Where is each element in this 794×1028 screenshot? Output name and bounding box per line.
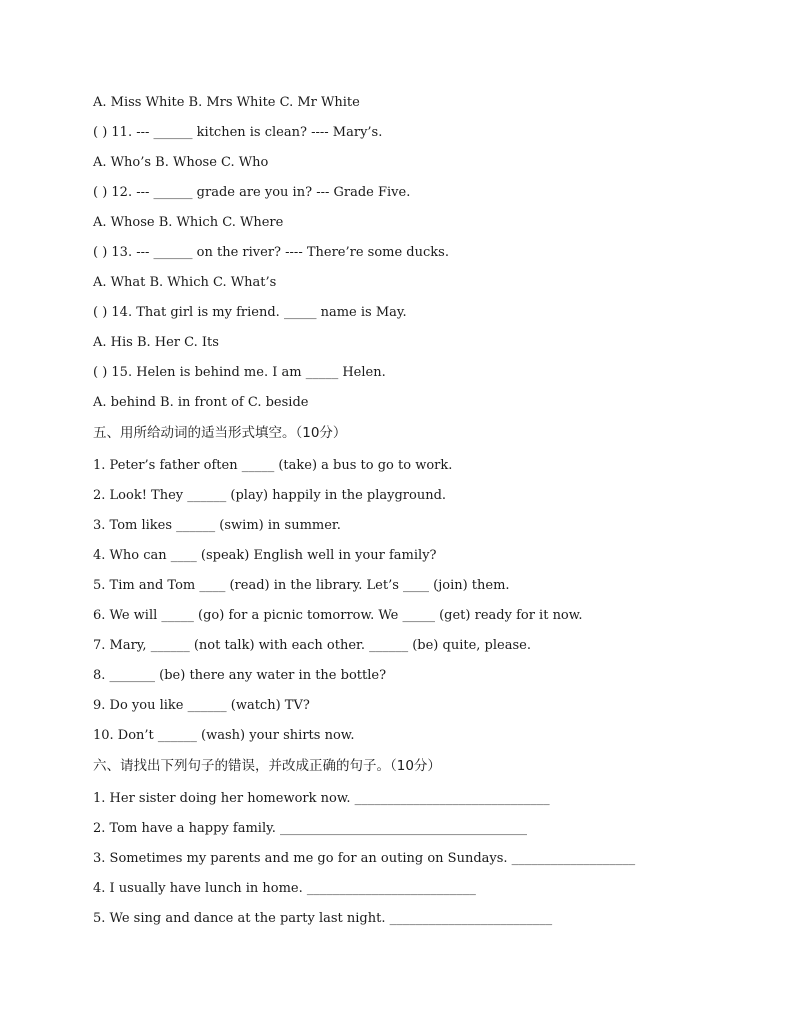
option-line: A. Miss White B. Mrs White C. Mr White — [93, 95, 360, 110]
question-line: ( ) 15. Helen is behind me. I am _____ Helen. — [93, 365, 386, 380]
option-line: A. behind B. in front of C. beside — [93, 395, 309, 410]
exercise-item: 5. Tim and Tom ____ (read) in the library. Let’s ____ (join) them. — [93, 578, 510, 593]
correction-item: 2. Tom have a happy family. ______________________________________ — [93, 821, 527, 836]
exercise-item: 3. Tom likes ______ (swim) in summer. — [93, 518, 341, 533]
exercise-item: 8. _______ (be) there any water in the bottle? — [93, 668, 387, 683]
correction-item: 4. I usually have lunch in home. __________________________ — [93, 881, 476, 896]
correction-item: 1. Her sister doing her homework now. ______________________________ — [93, 791, 550, 806]
question-line: ( ) 13. --- ______ on the river? ---- There’re some ducks. — [93, 245, 449, 260]
option-line: A. Who’s B. Whose C. Who — [93, 155, 269, 170]
exercise-item: 7. Mary, ______ (not talk) with each other. ______ (be) quite, please. — [93, 638, 531, 653]
exercise-item: 2. Look! They ______ (play) happily in the playground. — [93, 488, 447, 503]
correction-item: 3. Sometimes my parents and me go for an outing on Sundays. ___________________ — [93, 851, 636, 866]
section-heading-5: 五、用所给动词的适当形式填空。（10分） — [93, 425, 347, 441]
option-line: A. Whose B. Which C. Where — [93, 215, 284, 230]
question-line: ( ) 14. That girl is my friend. _____ name is May. — [93, 305, 407, 320]
exercise-item: 6. We will _____ (go) for a picnic tomorrow. We _____ (get) ready for it now. — [93, 608, 583, 623]
question-line: ( ) 11. --- ______ kitchen is clean? ---- Mary’s. — [93, 125, 383, 140]
exercise-item: 4. Who can ____ (speak) English well in your family? — [93, 548, 437, 563]
correction-item: 5. We sing and dance at the party last night. _________________________ — [93, 911, 553, 926]
exercise-item: 1. Peter’s father often _____ (take) a bus to go to work. — [93, 458, 453, 473]
option-line: A. His B. Her C. Its — [93, 335, 219, 350]
section-heading-6: 六、请找出下列句子的错误，并改成正确的句子。（10分） — [93, 758, 441, 774]
exercise-item: 10. Don’t ______ (wash) your shirts now. — [93, 728, 355, 743]
option-line: A. What B. Which C. What’s — [93, 275, 277, 290]
worksheet-page — [93, 94, 733, 940]
exercise-item: 9. Do you like ______ (watch) TV? — [93, 698, 310, 713]
question-line: ( ) 12. --- ______ grade are you in? --- Grade Five. — [93, 185, 411, 200]
